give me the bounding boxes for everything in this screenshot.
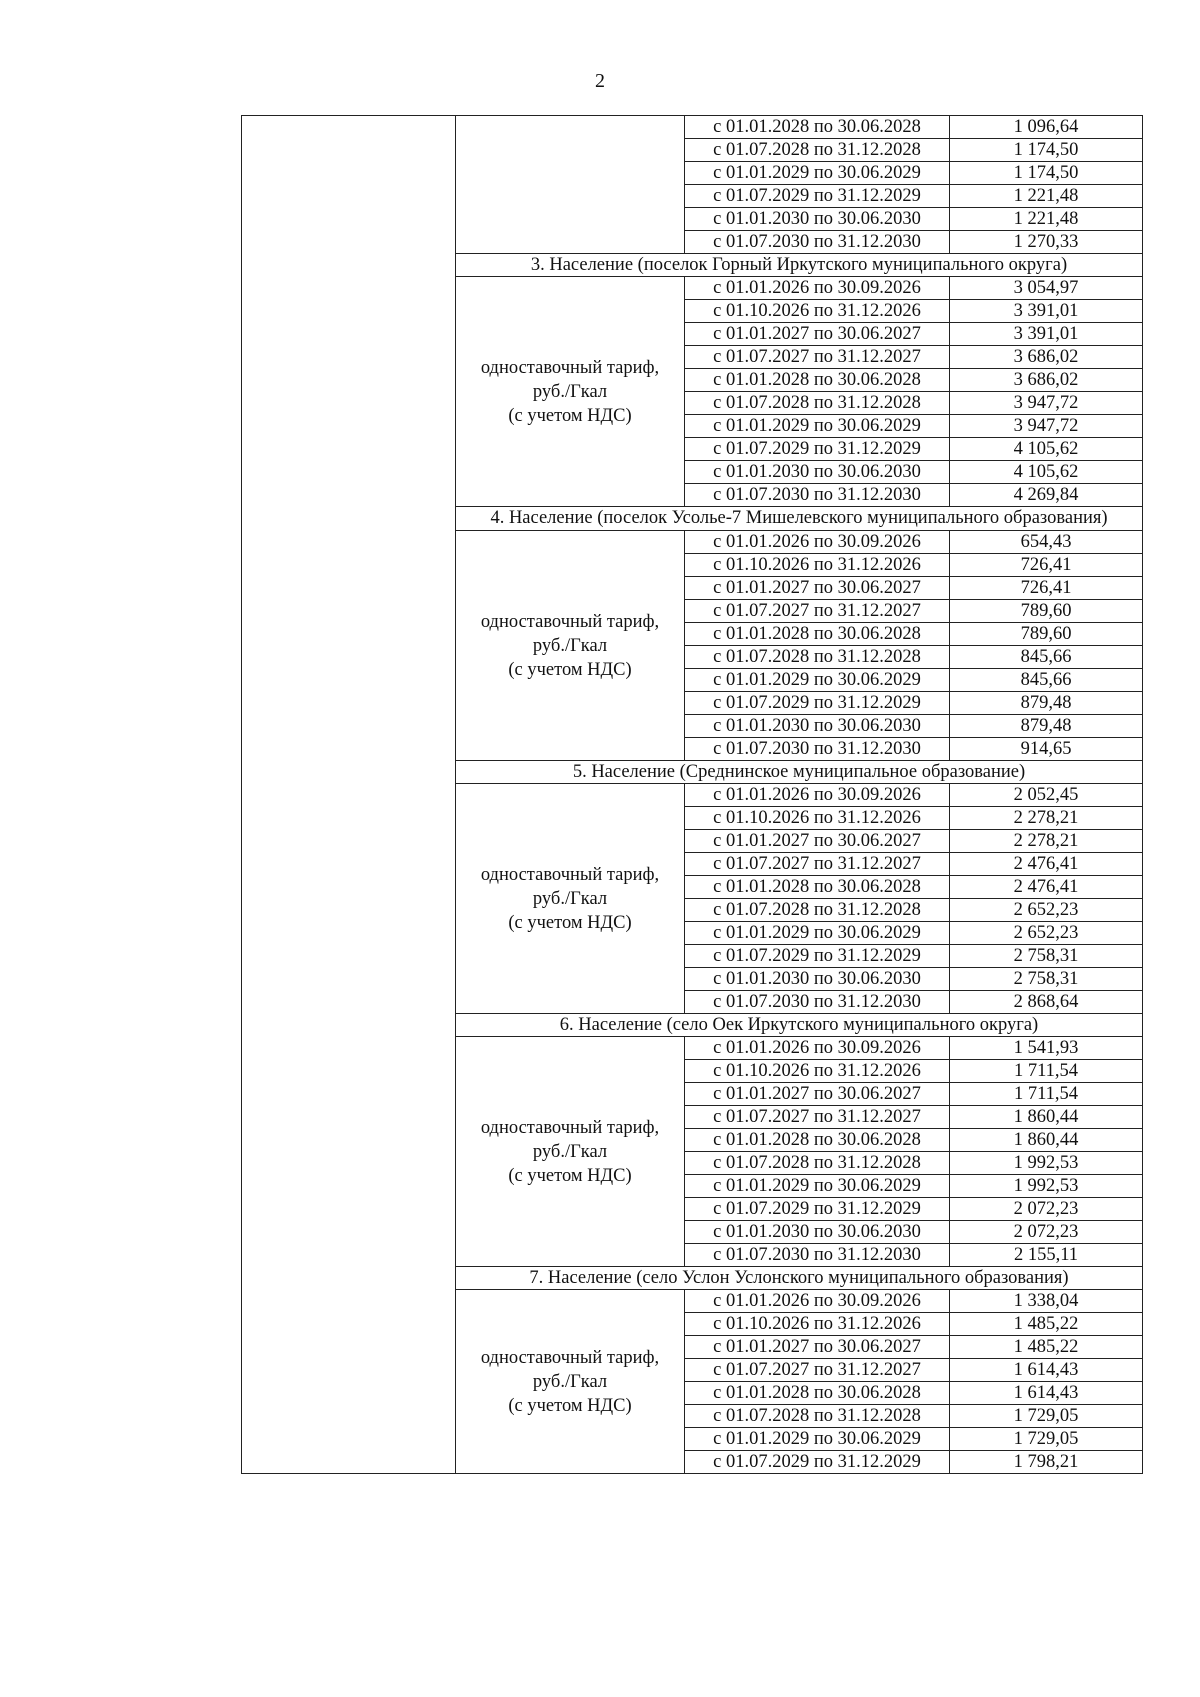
tariff-value-cell: 1 860,44 — [950, 1129, 1143, 1152]
period-cell: с 01.01.2028 по 30.06.2028 — [685, 369, 950, 392]
tariff-value-cell: 1 541,93 — [950, 1037, 1143, 1060]
section-title: 6. Население (село Оек Иркутского муниципального округа) — [456, 1014, 1143, 1037]
tariff-value-cell: 1 860,44 — [950, 1106, 1143, 1129]
period-cell: с 01.01.2029 по 30.06.2029 — [685, 1175, 950, 1198]
tariff-value-cell: 2 072,23 — [950, 1198, 1143, 1221]
unit-label-line: одноставочный тариф, — [480, 1347, 660, 1368]
unit-label-line: (с учетом НДС) — [508, 1165, 632, 1186]
page-number: 2 — [595, 70, 605, 92]
unit-label-cell — [456, 1037, 685, 1267]
period-cell: с 01.07.2029 по 31.12.2029 — [685, 1198, 950, 1221]
unit-label-line: руб./Гкал — [532, 1141, 608, 1162]
tariff-value-cell: 2 476,41 — [950, 853, 1143, 876]
period-cell: с 01.07.2027 по 31.12.2027 — [685, 853, 950, 876]
unit-label-cell — [456, 531, 685, 761]
period-cell: с 01.07.2027 по 31.12.2027 — [685, 1359, 950, 1382]
tariff-value-cell: 1 711,54 — [950, 1083, 1143, 1106]
period-cell: с 01.01.2028 по 30.06.2028 — [685, 1129, 950, 1152]
section-title: 5. Население (Среднинское муниципальное образование) — [456, 761, 1143, 784]
tariff-value-cell: 2 072,23 — [950, 1221, 1143, 1244]
table-row — [242, 116, 1143, 139]
unit-label-line: (с учетом НДС) — [508, 659, 632, 680]
unit-label-cell — [456, 1290, 685, 1474]
period-cell: с 01.07.2027 по 31.12.2027 — [685, 346, 950, 369]
tariff-value-cell: 2 052,45 — [950, 784, 1143, 807]
tariff-value-cell: 1 096,64 — [950, 116, 1143, 139]
period-cell: с 01.07.2030 по 31.12.2030 — [685, 738, 950, 761]
period-cell: с 01.01.2027 по 30.06.2027 — [685, 1336, 950, 1359]
period-cell: с 01.07.2028 по 31.12.2028 — [685, 899, 950, 922]
unit-label-cell — [456, 784, 685, 1014]
tariff-value-cell: 3 391,01 — [950, 323, 1143, 346]
tariff-value-cell: 1 614,43 — [950, 1359, 1143, 1382]
period-cell: с 01.07.2028 по 31.12.2028 — [685, 392, 950, 415]
period-cell: с 01.10.2026 по 31.12.2026 — [685, 807, 950, 830]
tariff-table-body — [242, 116, 1143, 1474]
tariff-value-cell: 2 278,21 — [950, 807, 1143, 830]
period-cell: с 01.01.2028 по 30.06.2028 — [685, 116, 950, 139]
unit-label-line: руб./Гкал — [532, 635, 608, 656]
unit-label-line: (с учетом НДС) — [508, 1395, 632, 1416]
tariff-value-cell: 1 221,48 — [950, 185, 1143, 208]
period-cell: с 01.07.2029 по 31.12.2029 — [685, 185, 950, 208]
tariff-value-cell: 4 105,62 — [950, 461, 1143, 484]
period-cell: с 01.01.2026 по 30.09.2026 — [685, 531, 950, 554]
unit-label-line: одноставочный тариф, — [480, 611, 660, 632]
unit-label-line: (с учетом НДС) — [508, 405, 632, 426]
unit-label-line: одноставочный тариф, — [480, 864, 660, 885]
period-cell: с 01.01.2029 по 30.06.2029 — [685, 922, 950, 945]
unit-label-line: руб./Гкал — [532, 381, 608, 402]
period-cell: с 01.01.2029 по 30.06.2029 — [685, 1428, 950, 1451]
period-cell: с 01.01.2026 по 30.09.2026 — [685, 277, 950, 300]
left-blank-cell — [242, 116, 456, 1474]
period-cell: с 01.01.2026 по 30.09.2026 — [685, 784, 950, 807]
tariff-value-cell: 3 947,72 — [950, 415, 1143, 438]
period-cell: с 01.07.2028 по 31.12.2028 — [685, 646, 950, 669]
period-cell: с 01.01.2027 по 30.06.2027 — [685, 830, 950, 853]
unit-label-line: руб./Гкал — [532, 888, 608, 909]
tariff-value-cell: 3 686,02 — [950, 369, 1143, 392]
tariff-value-cell: 2 758,31 — [950, 968, 1143, 991]
period-cell: с 01.01.2028 по 30.06.2028 — [685, 623, 950, 646]
tariff-value-cell: 1 729,05 — [950, 1428, 1143, 1451]
tariff-value-cell: 726,41 — [950, 554, 1143, 577]
period-cell: с 01.01.2027 по 30.06.2027 — [685, 577, 950, 600]
period-cell: с 01.01.2026 по 30.09.2026 — [685, 1037, 950, 1060]
tariff-value-cell: 879,48 — [950, 692, 1143, 715]
period-cell: с 01.07.2030 по 31.12.2030 — [685, 231, 950, 254]
period-cell: с 01.01.2028 по 30.06.2028 — [685, 876, 950, 899]
section-title: 7. Население (село Услон Услонского муниципального образования) — [456, 1267, 1143, 1290]
period-cell: с 01.07.2029 по 31.12.2029 — [685, 1451, 950, 1474]
tariff-value-cell: 2 868,64 — [950, 991, 1143, 1014]
unit-label-line: (с учетом НДС) — [508, 912, 632, 933]
period-cell: с 01.01.2028 по 30.06.2028 — [685, 1382, 950, 1405]
period-cell: с 01.10.2026 по 31.12.2026 — [685, 1060, 950, 1083]
tariff-value-cell: 1 270,33 — [950, 231, 1143, 254]
tariff-value-cell: 4 105,62 — [950, 438, 1143, 461]
tariff-value-cell: 2 758,31 — [950, 945, 1143, 968]
tariff-value-cell: 845,66 — [950, 646, 1143, 669]
tariff-value-cell: 789,60 — [950, 600, 1143, 623]
period-cell: с 01.01.2030 по 30.06.2030 — [685, 208, 950, 231]
period-cell: с 01.07.2027 по 31.12.2027 — [685, 1106, 950, 1129]
period-cell: с 01.07.2029 по 31.12.2029 — [685, 692, 950, 715]
period-cell: с 01.01.2030 по 30.06.2030 — [685, 1221, 950, 1244]
tariff-value-cell: 3 947,72 — [950, 392, 1143, 415]
tariff-value-cell: 1 485,22 — [950, 1336, 1143, 1359]
tariff-value-cell: 879,48 — [950, 715, 1143, 738]
tariff-value-cell: 1 485,22 — [950, 1313, 1143, 1336]
period-cell: с 01.07.2030 по 31.12.2030 — [685, 1244, 950, 1267]
tariff-value-cell: 2 652,23 — [950, 899, 1143, 922]
period-cell: с 01.07.2028 по 31.12.2028 — [685, 139, 950, 162]
section-title: 4. Население (поселок Усолье-7 Мишелевского муниципального образования) — [456, 507, 1143, 531]
tariff-value-cell: 1 614,43 — [950, 1382, 1143, 1405]
period-cell: с 01.07.2028 по 31.12.2028 — [685, 1405, 950, 1428]
period-cell: с 01.01.2030 по 30.06.2030 — [685, 461, 950, 484]
period-cell: с 01.07.2030 по 31.12.2030 — [685, 991, 950, 1014]
period-cell: с 01.01.2027 по 30.06.2027 — [685, 1083, 950, 1106]
section-title: 3. Население (поселок Горный Иркутского муниципального округа) — [456, 254, 1143, 277]
tariff-value-cell: 2 278,21 — [950, 830, 1143, 853]
period-cell: с 01.01.2030 по 30.06.2030 — [685, 715, 950, 738]
unit-label-cell — [456, 277, 685, 507]
tariff-value-cell: 3 686,02 — [950, 346, 1143, 369]
tariff-value-cell: 1 798,21 — [950, 1451, 1143, 1474]
tariff-value-cell: 845,66 — [950, 669, 1143, 692]
blank-unit-cell — [456, 116, 685, 254]
period-cell: с 01.07.2029 по 31.12.2029 — [685, 438, 950, 461]
tariff-value-cell: 1 338,04 — [950, 1290, 1143, 1313]
period-cell: с 01.07.2027 по 31.12.2027 — [685, 600, 950, 623]
tariff-value-cell: 4 269,84 — [950, 484, 1143, 507]
tariff-value-cell: 3 054,97 — [950, 277, 1143, 300]
period-cell: с 01.01.2027 по 30.06.2027 — [685, 323, 950, 346]
tariff-value-cell: 2 155,11 — [950, 1244, 1143, 1267]
period-cell: с 01.07.2028 по 31.12.2028 — [685, 1152, 950, 1175]
tariff-value-cell: 1 221,48 — [950, 208, 1143, 231]
unit-label-line: одноставочный тариф, — [480, 1117, 660, 1138]
tariff-value-cell: 789,60 — [950, 623, 1143, 646]
tariff-value-cell: 1 992,53 — [950, 1152, 1143, 1175]
tariff-value-cell: 2 476,41 — [950, 876, 1143, 899]
tariff-value-cell: 1 174,50 — [950, 139, 1143, 162]
period-cell: с 01.10.2026 по 31.12.2026 — [685, 300, 950, 323]
period-cell: с 01.10.2026 по 31.12.2026 — [685, 554, 950, 577]
period-cell: с 01.01.2026 по 30.09.2026 — [685, 1290, 950, 1313]
tariff-value-cell: 2 652,23 — [950, 922, 1143, 945]
tariff-value-cell: 1 711,54 — [950, 1060, 1143, 1083]
tariff-value-cell: 726,41 — [950, 577, 1143, 600]
tariff-value-cell: 654,43 — [950, 531, 1143, 554]
tariff-value-cell: 914,65 — [950, 738, 1143, 761]
period-cell: с 01.10.2026 по 31.12.2026 — [685, 1313, 950, 1336]
period-cell: с 01.01.2029 по 30.06.2029 — [685, 669, 950, 692]
period-cell: с 01.07.2029 по 31.12.2029 — [685, 945, 950, 968]
period-cell: с 01.01.2029 по 30.06.2029 — [685, 415, 950, 438]
period-cell: с 01.01.2030 по 30.06.2030 — [685, 968, 950, 991]
period-cell: с 01.07.2030 по 31.12.2030 — [685, 484, 950, 507]
period-cell: с 01.01.2029 по 30.06.2029 — [685, 162, 950, 185]
tariff-value-cell: 3 391,01 — [950, 300, 1143, 323]
tariff-value-cell: 1 992,53 — [950, 1175, 1143, 1198]
tariff-value-cell: 1 174,50 — [950, 162, 1143, 185]
unit-label-line: руб./Гкал — [532, 1371, 608, 1392]
tariff-value-cell: 1 729,05 — [950, 1405, 1143, 1428]
unit-label-line: одноставочный тариф, — [480, 357, 660, 378]
tariff-table — [241, 115, 1143, 1474]
